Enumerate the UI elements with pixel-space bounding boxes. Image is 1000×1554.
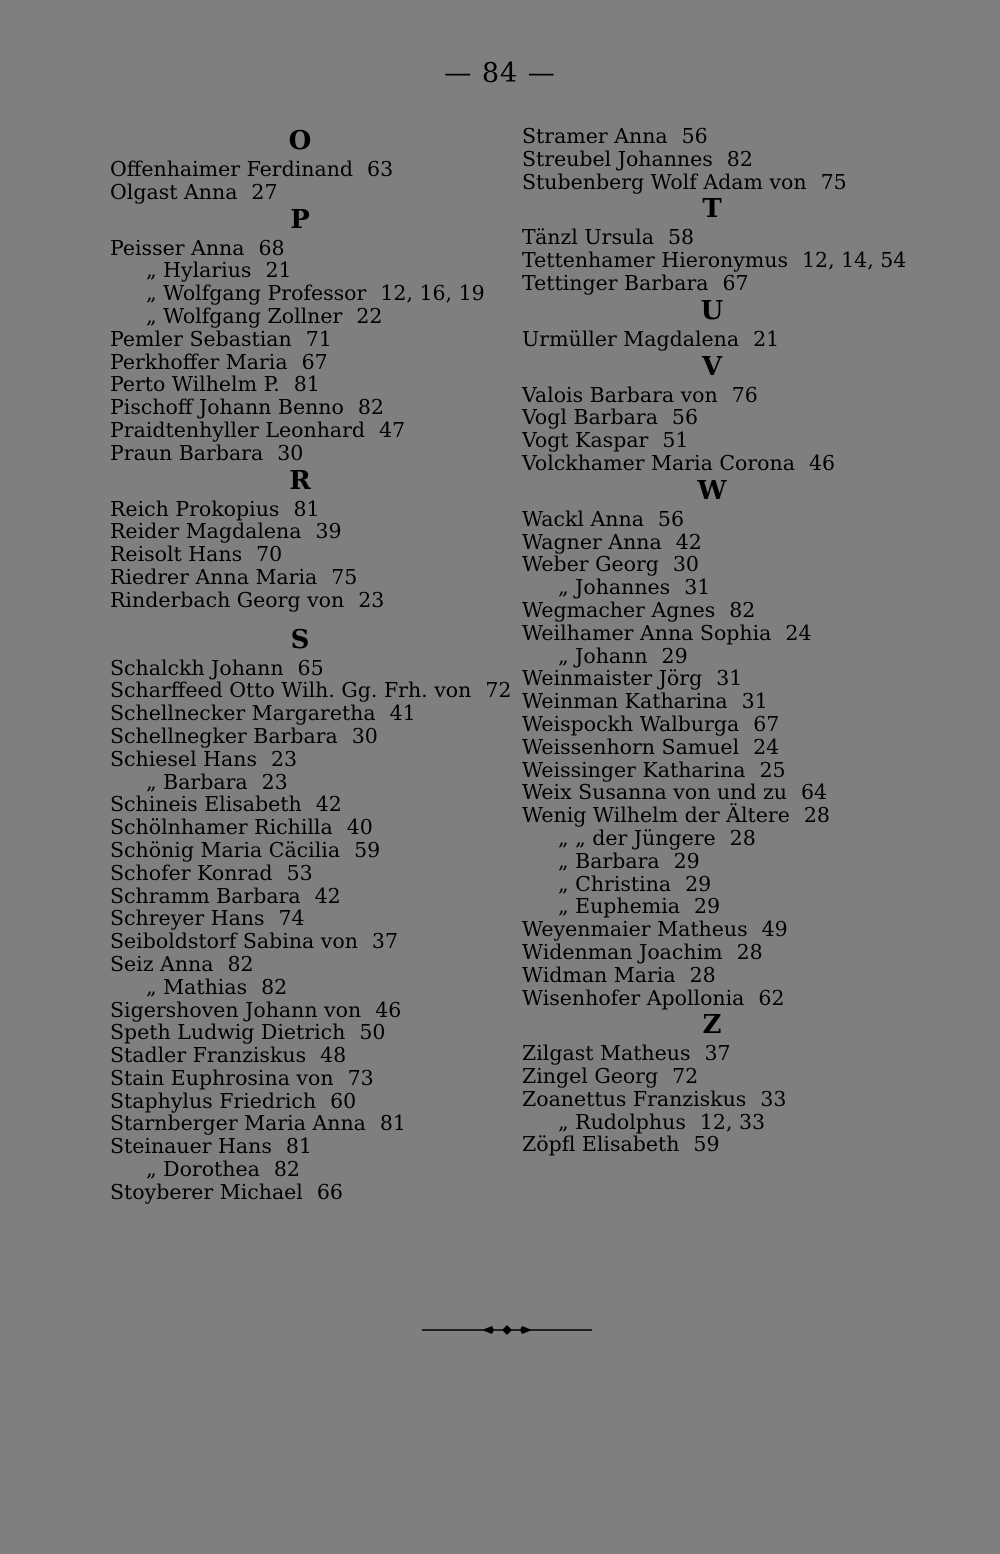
index-entry: [522, 249, 922, 272]
index-entry: [110, 181, 510, 204]
entry-pages: 28: [736, 939, 763, 964]
index-entry: [522, 531, 922, 554]
entry-name: Valois Barbara von: [522, 382, 718, 407]
entry-name: Schreyer Hans: [110, 906, 265, 931]
index-entry: [110, 305, 510, 328]
entry-pages: 66: [316, 1179, 343, 1204]
entry-pages: 82: [261, 974, 288, 999]
entry-pages: 30: [351, 723, 378, 748]
entry-name: Schalckh Johann: [110, 655, 284, 680]
entry-pages: 31: [716, 666, 743, 691]
index-entry: [110, 328, 510, 351]
entry-pages: 51: [662, 428, 689, 453]
index-entry: [110, 543, 510, 566]
entry-pages: 40: [346, 815, 373, 840]
entry-name: Weinman Katharina: [522, 689, 728, 714]
entry-pages: 39: [315, 519, 342, 544]
entry-name: „ Mathias: [146, 974, 248, 999]
entry-name: Weinmaister Jörg: [522, 666, 703, 691]
entry-pages: 48: [320, 1043, 347, 1068]
entry-name: Rinderbach Georg von: [110, 587, 345, 612]
entry-name: Scharffeed Otto Wilh. Gg. Frh. von: [110, 678, 472, 703]
entry-pages: 28: [803, 803, 830, 828]
entry-name: Wagner Anna: [522, 529, 662, 554]
entry-pages: 28: [729, 825, 756, 850]
entry-pages: 12, 33: [699, 1109, 766, 1134]
index-entry: [110, 1021, 510, 1044]
entry-pages: 59: [354, 837, 381, 862]
entry-name: Tänzl Ursula: [522, 225, 654, 250]
index-entry: [110, 907, 510, 930]
entry-name: Seiboldstorf Sabina von: [110, 929, 358, 954]
index-entry: [522, 452, 922, 475]
entry-name: Steinauer Hans: [110, 1134, 272, 1159]
entry-name: Schiesel Hans: [110, 746, 257, 771]
index-entry: [522, 781, 922, 804]
entry-pages: 53: [286, 860, 313, 885]
entry-pages: 75: [820, 169, 847, 194]
section-letter-heading: R: [289, 465, 311, 496]
index-entry: [522, 576, 922, 599]
entry-name: „ Wolfgang Zollner: [146, 303, 343, 328]
entry-name: Stain Euphrosina von: [110, 1065, 334, 1090]
index-entry: [522, 1088, 922, 1111]
entry-pages: 12, 16, 19: [380, 281, 485, 306]
entry-name: „ Hylarius: [146, 258, 252, 283]
entry-pages: 81: [293, 372, 320, 397]
index-entry: [110, 839, 510, 862]
entry-name: „ Euphemia: [558, 894, 680, 919]
index-entry: [110, 748, 510, 771]
index-entry: [522, 1065, 922, 1088]
index-entry: [110, 885, 510, 908]
entry-pages: 64: [801, 780, 828, 805]
entry-name: Perto Wilhelm P.: [110, 372, 280, 397]
index-entry: [522, 873, 922, 896]
entry-pages: 56: [671, 405, 699, 430]
index-entry: [110, 725, 510, 748]
index-entry: [110, 520, 510, 543]
entry-name: Weyenmaier Matheus: [522, 917, 748, 942]
entry-name: Seiz Anna: [110, 951, 214, 976]
index-entry: [110, 999, 510, 1022]
entry-pages: 24: [785, 620, 812, 645]
index-entry: [522, 713, 922, 736]
index-entry: [522, 895, 922, 918]
entry-name: „ „ der Jüngere: [558, 825, 716, 850]
entry-pages: 47: [379, 417, 406, 442]
entry-pages: 67: [301, 349, 328, 374]
page-number: — 84 —: [444, 58, 556, 89]
index-entry: [522, 1042, 922, 1065]
entry-name: Reich Prokopius: [110, 496, 280, 521]
index-entry: [110, 373, 510, 396]
entry-name: Weissenhorn Samuel: [522, 734, 740, 759]
entry-pages: 42: [675, 529, 702, 554]
index-entry: [522, 553, 922, 576]
section-letter-heading: S: [290, 624, 310, 655]
entry-name: Stubenberg Wolf Adam von: [522, 169, 807, 194]
index-entry: [110, 953, 510, 976]
entry-name: Streubel Johannes: [522, 146, 713, 171]
entry-pages: 30: [277, 440, 304, 465]
entry-name: Praun Barbara: [110, 440, 264, 465]
entry-name: Schellnecker Margaretha: [110, 701, 376, 726]
index-entry: [522, 1133, 922, 1156]
entry-name: Weilhamer Anna Sophia: [522, 620, 772, 645]
entry-name: Weber Georg: [522, 552, 659, 577]
entry-name: Offenhaimer Ferdinand: [110, 157, 354, 181]
entry-pages: 29: [693, 894, 721, 919]
index-entry: [110, 1158, 510, 1181]
index-column-left: [110, 125, 510, 1204]
entry-pages: 82: [273, 1157, 300, 1182]
entry-name: Schellnegker Barbara: [110, 723, 338, 748]
index-entry: [522, 171, 922, 194]
index-entry: [110, 419, 510, 442]
entry-name: „ Christina: [558, 871, 672, 896]
entry-name: „ Barbara: [558, 848, 660, 873]
section-letter-heading: Z: [702, 1010, 722, 1041]
entry-pages: 73: [347, 1065, 374, 1090]
entry-name: Starnberger Maria Anna: [110, 1111, 366, 1136]
entry-name: Speth Ludwig Dietrich: [110, 1020, 346, 1045]
entry-pages: 30: [672, 552, 699, 577]
index-entry: [110, 862, 510, 885]
entry-name: Vogl Barbara: [522, 405, 658, 430]
entry-name: Wisenhofer Apollonia: [522, 985, 745, 1010]
entry-pages: 41: [389, 701, 416, 726]
index-entry: [110, 702, 510, 725]
index-entry: [522, 941, 922, 964]
entry-name: „ Barbara: [146, 769, 248, 794]
entry-pages: 82: [726, 146, 753, 171]
index-entry: [110, 237, 510, 260]
entry-name: Widman Maria: [522, 962, 676, 987]
entry-name: Schineis Elisabeth: [110, 792, 302, 817]
entry-pages: 27: [251, 179, 278, 204]
entry-pages: 70: [256, 542, 283, 567]
entry-pages: 67: [722, 270, 749, 295]
index-entry: [522, 384, 922, 407]
entry-name: Pemler Sebastian: [110, 326, 292, 351]
index-entry: [522, 429, 922, 452]
entry-name: Wackl Anna: [522, 506, 644, 531]
index-entry: [522, 406, 922, 429]
entry-name: Stoyberer Michael: [110, 1179, 303, 1204]
index-entry: [522, 508, 922, 531]
entry-pages: 68: [258, 235, 285, 260]
entry-name: Weissinger Katharina: [522, 757, 746, 782]
index-entry: [110, 1112, 510, 1135]
entry-pages: 58: [667, 225, 695, 250]
entry-name: „ Johann: [558, 643, 648, 668]
entry-name: Pischoff Johann Benno: [110, 395, 344, 420]
entry-pages: 67: [753, 711, 780, 736]
index-entry: [522, 1111, 922, 1134]
index-entry: [522, 918, 922, 941]
index-entry: [522, 667, 922, 690]
entry-pages: 29: [661, 643, 688, 668]
section-letter-heading: U: [700, 295, 724, 326]
entry-pages: 56: [657, 506, 685, 531]
entry-pages: 29: [673, 848, 700, 873]
index-entry: [522, 690, 922, 713]
index-entry: [110, 1067, 510, 1090]
entry-name: Perkhoffer Maria: [110, 349, 288, 374]
section-letter-heading: V: [701, 351, 723, 382]
index-entry: [522, 125, 922, 148]
index-entry: [110, 1044, 510, 1067]
entry-pages: 29: [685, 871, 712, 896]
index-entry: [110, 589, 510, 612]
entry-pages: 46: [808, 450, 836, 475]
index-entry: [110, 351, 510, 374]
index-entry: [522, 827, 922, 850]
section-letter-heading: W: [697, 475, 727, 506]
entry-pages: 25: [759, 757, 786, 782]
entry-pages: 28: [689, 962, 716, 987]
entry-name: Weispockh Walburga: [522, 711, 740, 736]
entry-pages: 42: [314, 883, 341, 908]
entry-name: „ Dorothea: [146, 1157, 260, 1182]
entry-name: Stadler Franziskus: [110, 1043, 307, 1068]
entry-name: Urmüller Magdalena: [522, 326, 740, 351]
index-entry: [110, 793, 510, 816]
entry-name: „ Johannes: [558, 575, 671, 600]
entry-name: Staphylus Friedrich: [110, 1088, 317, 1113]
entry-pages: 23: [270, 746, 298, 771]
index-entry: [522, 226, 922, 249]
entry-name: Zoanettus Franziskus: [522, 1086, 747, 1111]
entry-name: Weix Susanna von und zu: [522, 780, 787, 805]
index-entry: [110, 1135, 510, 1158]
entry-name: Stramer Anna: [522, 124, 668, 148]
entry-name: Zöpfl Elisabeth: [522, 1132, 680, 1157]
entry-name: Wenig Wilhelm der Ältere: [522, 803, 790, 828]
entry-pages: 12, 14, 54: [802, 248, 907, 273]
entry-pages: 24: [753, 734, 780, 759]
entry-name: Volckhamer Maria Corona: [522, 450, 795, 475]
entry-pages: 37: [704, 1041, 731, 1066]
entry-name: Schölnhamer Richilla: [110, 815, 333, 840]
entry-pages: 49: [761, 917, 788, 942]
entry-pages: 63: [367, 157, 394, 181]
entry-pages: 62: [758, 985, 785, 1010]
entry-name: Reisolt Hans: [110, 542, 243, 567]
entry-pages: 82: [729, 597, 756, 622]
entry-pages: 22: [356, 303, 383, 328]
index-column-right: [522, 125, 922, 1156]
entry-pages: 82: [357, 395, 384, 420]
entry-pages: 81: [293, 496, 320, 521]
index-entry: [522, 987, 922, 1010]
entry-name: Schramm Barbara: [110, 883, 301, 908]
index-entry: [522, 645, 922, 668]
index-entry: [110, 566, 510, 589]
index-entry: [522, 148, 922, 171]
entry-name: Tettinger Barbara: [522, 270, 709, 295]
entry-pages: 76: [731, 382, 758, 407]
index-entry: [110, 657, 510, 680]
index-entry: [522, 804, 922, 827]
ornament-divider: [422, 1322, 592, 1338]
entry-pages: 50: [359, 1020, 386, 1045]
index-entry: [522, 272, 922, 295]
index-entry: [110, 771, 510, 794]
entry-pages: 82: [227, 951, 254, 976]
index-entry: [522, 599, 922, 622]
index-entry: [522, 328, 922, 351]
entry-pages: 74: [278, 906, 305, 931]
entry-name: Wegmacher Agnes: [522, 597, 716, 622]
index-entry: [110, 442, 510, 465]
section-letter-heading: T: [702, 194, 722, 225]
index-entry: [522, 622, 922, 645]
entry-pages: 65: [297, 655, 324, 680]
entry-name: Peisser Anna: [110, 235, 245, 260]
entry-pages: 56: [681, 124, 708, 148]
index-entry: [110, 1181, 510, 1204]
index-entry: [522, 850, 922, 873]
entry-pages: 75: [331, 564, 358, 589]
entry-pages: 72: [672, 1064, 699, 1089]
entry-pages: 46: [375, 997, 402, 1022]
index-entry: [522, 964, 922, 987]
entry-name: Schofer Konrad: [110, 860, 273, 885]
index-entry: [110, 158, 510, 181]
entry-name: Zingel Georg: [522, 1064, 659, 1089]
entry-name: Sigershoven Johann von: [110, 997, 362, 1022]
index-entry: [110, 282, 510, 305]
index-entry: [110, 816, 510, 839]
entry-name: „ Wolfgang Professor: [146, 281, 367, 306]
index-entry: [110, 1090, 510, 1113]
entry-pages: 21: [753, 326, 780, 351]
index-entry: [522, 759, 922, 782]
entry-pages: 42: [315, 792, 342, 817]
entry-pages: 60: [330, 1088, 357, 1113]
entry-pages: 71: [305, 326, 332, 351]
entry-name: Riedrer Anna Maria: [110, 564, 318, 589]
entry-name: Zilgast Matheus: [522, 1041, 691, 1066]
index-entry: [110, 679, 510, 702]
index-entry: [110, 976, 510, 999]
index-entry: [110, 396, 510, 419]
entry-name: Olgast Anna: [110, 179, 238, 204]
entry-name: Reider Magdalena: [110, 519, 302, 544]
entry-name: Schönig Maria Cäcilia: [110, 837, 341, 862]
entry-name: Tettenhamer Hieronymus: [522, 248, 788, 273]
entry-name: Vogt Kaspar: [522, 428, 649, 453]
entry-pages: 37: [371, 929, 398, 954]
entry-pages: 23: [358, 587, 385, 612]
section-letter-heading: P: [290, 204, 310, 235]
entry-pages: 21: [265, 258, 292, 283]
entry-name: Widenman Joachim: [522, 939, 723, 964]
entry-pages: 81: [379, 1111, 406, 1136]
entry-pages: 72: [485, 678, 512, 703]
index-entry: [110, 259, 510, 282]
entry-name: Praidtenhyller Leonhard: [110, 417, 366, 442]
section-letter-heading: O: [288, 126, 312, 156]
index-entry: [110, 498, 510, 521]
entry-pages: 31: [684, 575, 711, 600]
entry-name: „ Rudolphus: [558, 1109, 686, 1134]
entry-pages: 81: [285, 1134, 312, 1159]
entry-pages: 59: [693, 1132, 720, 1157]
entry-pages: 31: [741, 689, 768, 714]
entry-pages: 23: [261, 769, 288, 794]
entry-pages: 33: [760, 1086, 787, 1111]
index-entry: [522, 736, 922, 759]
index-entry: [110, 930, 510, 953]
